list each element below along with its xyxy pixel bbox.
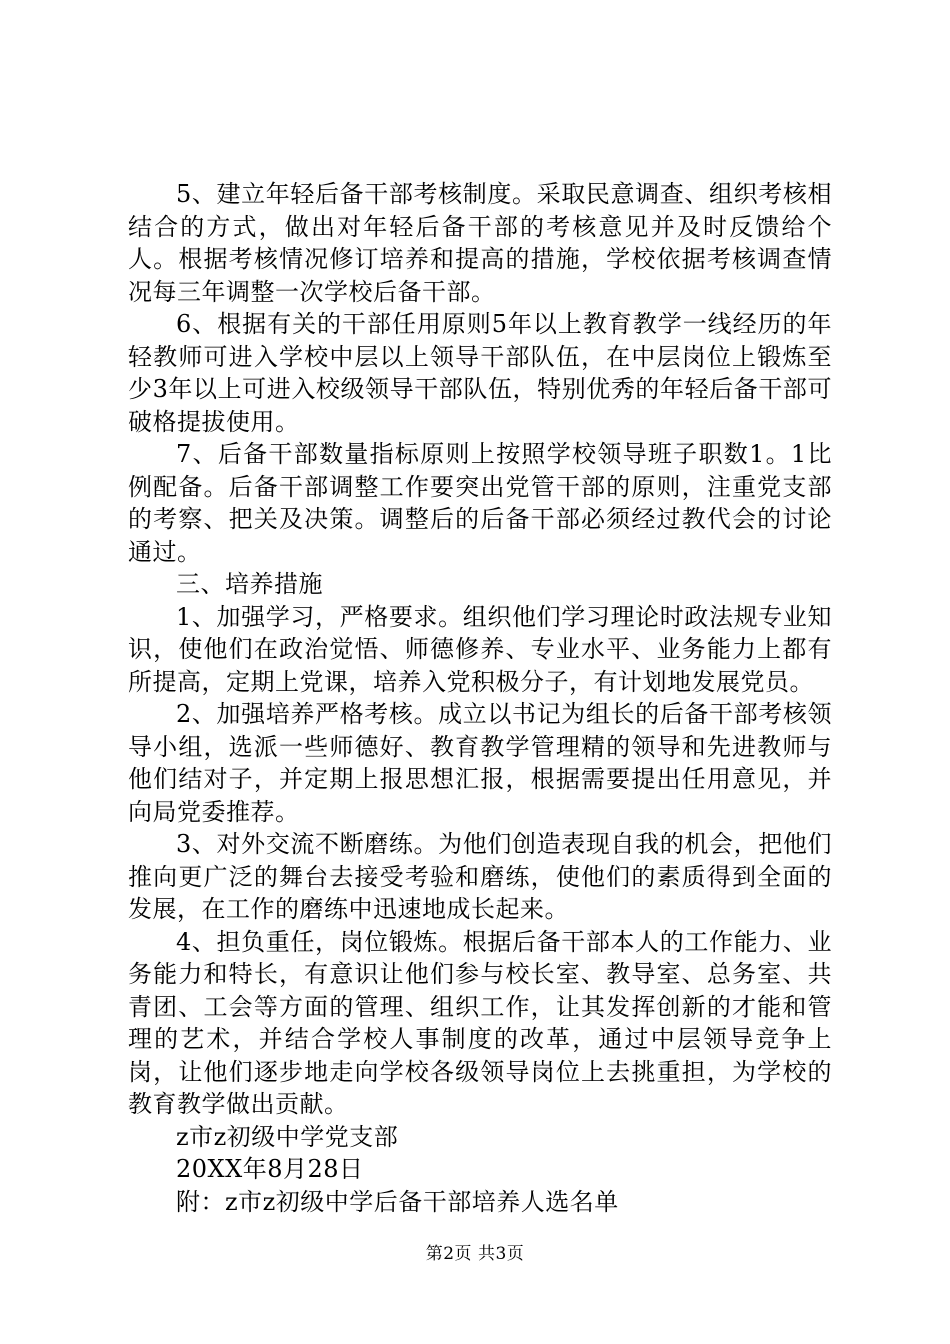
- paragraph-item-6: 6、根据有关的干部任用原则5年以上教育教学一线经历的年轻教师可进入学校中层以上领导干部队伍，在中层岗位上锻炼至少3年以上可进入校级领导干部队伍，特别优秀的年轻后备干部可破格提拔使用。: [128, 310, 832, 436]
- date-line: 20XX年8月28日: [176, 1155, 364, 1183]
- measure-item-1: 1、加强学习，严格要求。组织他们学习理论时政法规专业知识，使他们在政治觉悟、师德修养、专业水平、业务能力上都有所提高，定期上党课，培养入党积极分子，有计划地发展党员。: [128, 602, 832, 696]
- paragraph-item-7: 7、后备干部数量指标原则上按照学校领导班子职数1。1比例配备。后备干部调整工作要突出党管干部的原则，注重党支部的考察、把关及决策。调整后的后备干部必须经过教代会的讨论通过。: [128, 440, 832, 566]
- measure-item-2: 2、加强培养严格考核。成立以书记为组长的后备干部考核领导小组，选派一些师德好、教育教学管理精的领导和先进教师与他们结对子，并定期上报思想汇报，根据需要提出任用意见，并向局党委推荐。: [128, 700, 832, 826]
- signature-line: z市z初级中学党支部: [176, 1122, 399, 1151]
- page-footer: 第2页 共3页: [425, 1244, 525, 1264]
- attachment-line: 附：z市z初级中学后备干部培养人选名单: [176, 1187, 619, 1216]
- paragraph-item-5: 5、建立年轻后备干部考核制度。采取民意调查、组织考核相结合的方式，做出对年轻后备干部的考核意见并及时反馈给个人。根据考核情况修订培养和提高的措施，学校依据考核调查情况每三年调整一次学校后备干部。: [128, 180, 832, 306]
- measure-item-3: 3、对外交流不断磨练。为他们创造表现自我的机会，把他们推向更广泛的舞台去接受考验和磨练，使他们的素质得到全面的发展，在工作的磨练中迅速地成长起来。: [128, 830, 832, 923]
- section-heading: 三、培养措施: [176, 570, 323, 598]
- document-body: [128, 178, 832, 1218]
- measure-item-4: 4、担负重任，岗位锻炼。根据后备干部本人的工作能力、业务能力和特长，有意识让他们参与校长室、教导室、总务室、共青团、工会等方面的管理、组织工作，让其发挥创新的才能和管理的艺术，并结合学校人事制度的改革，通过中层领导竞争上岗，让他们逐步地走向学校各级领导岗位上去挑重担，为学校的教育教学做出贡献。: [128, 927, 832, 1118]
